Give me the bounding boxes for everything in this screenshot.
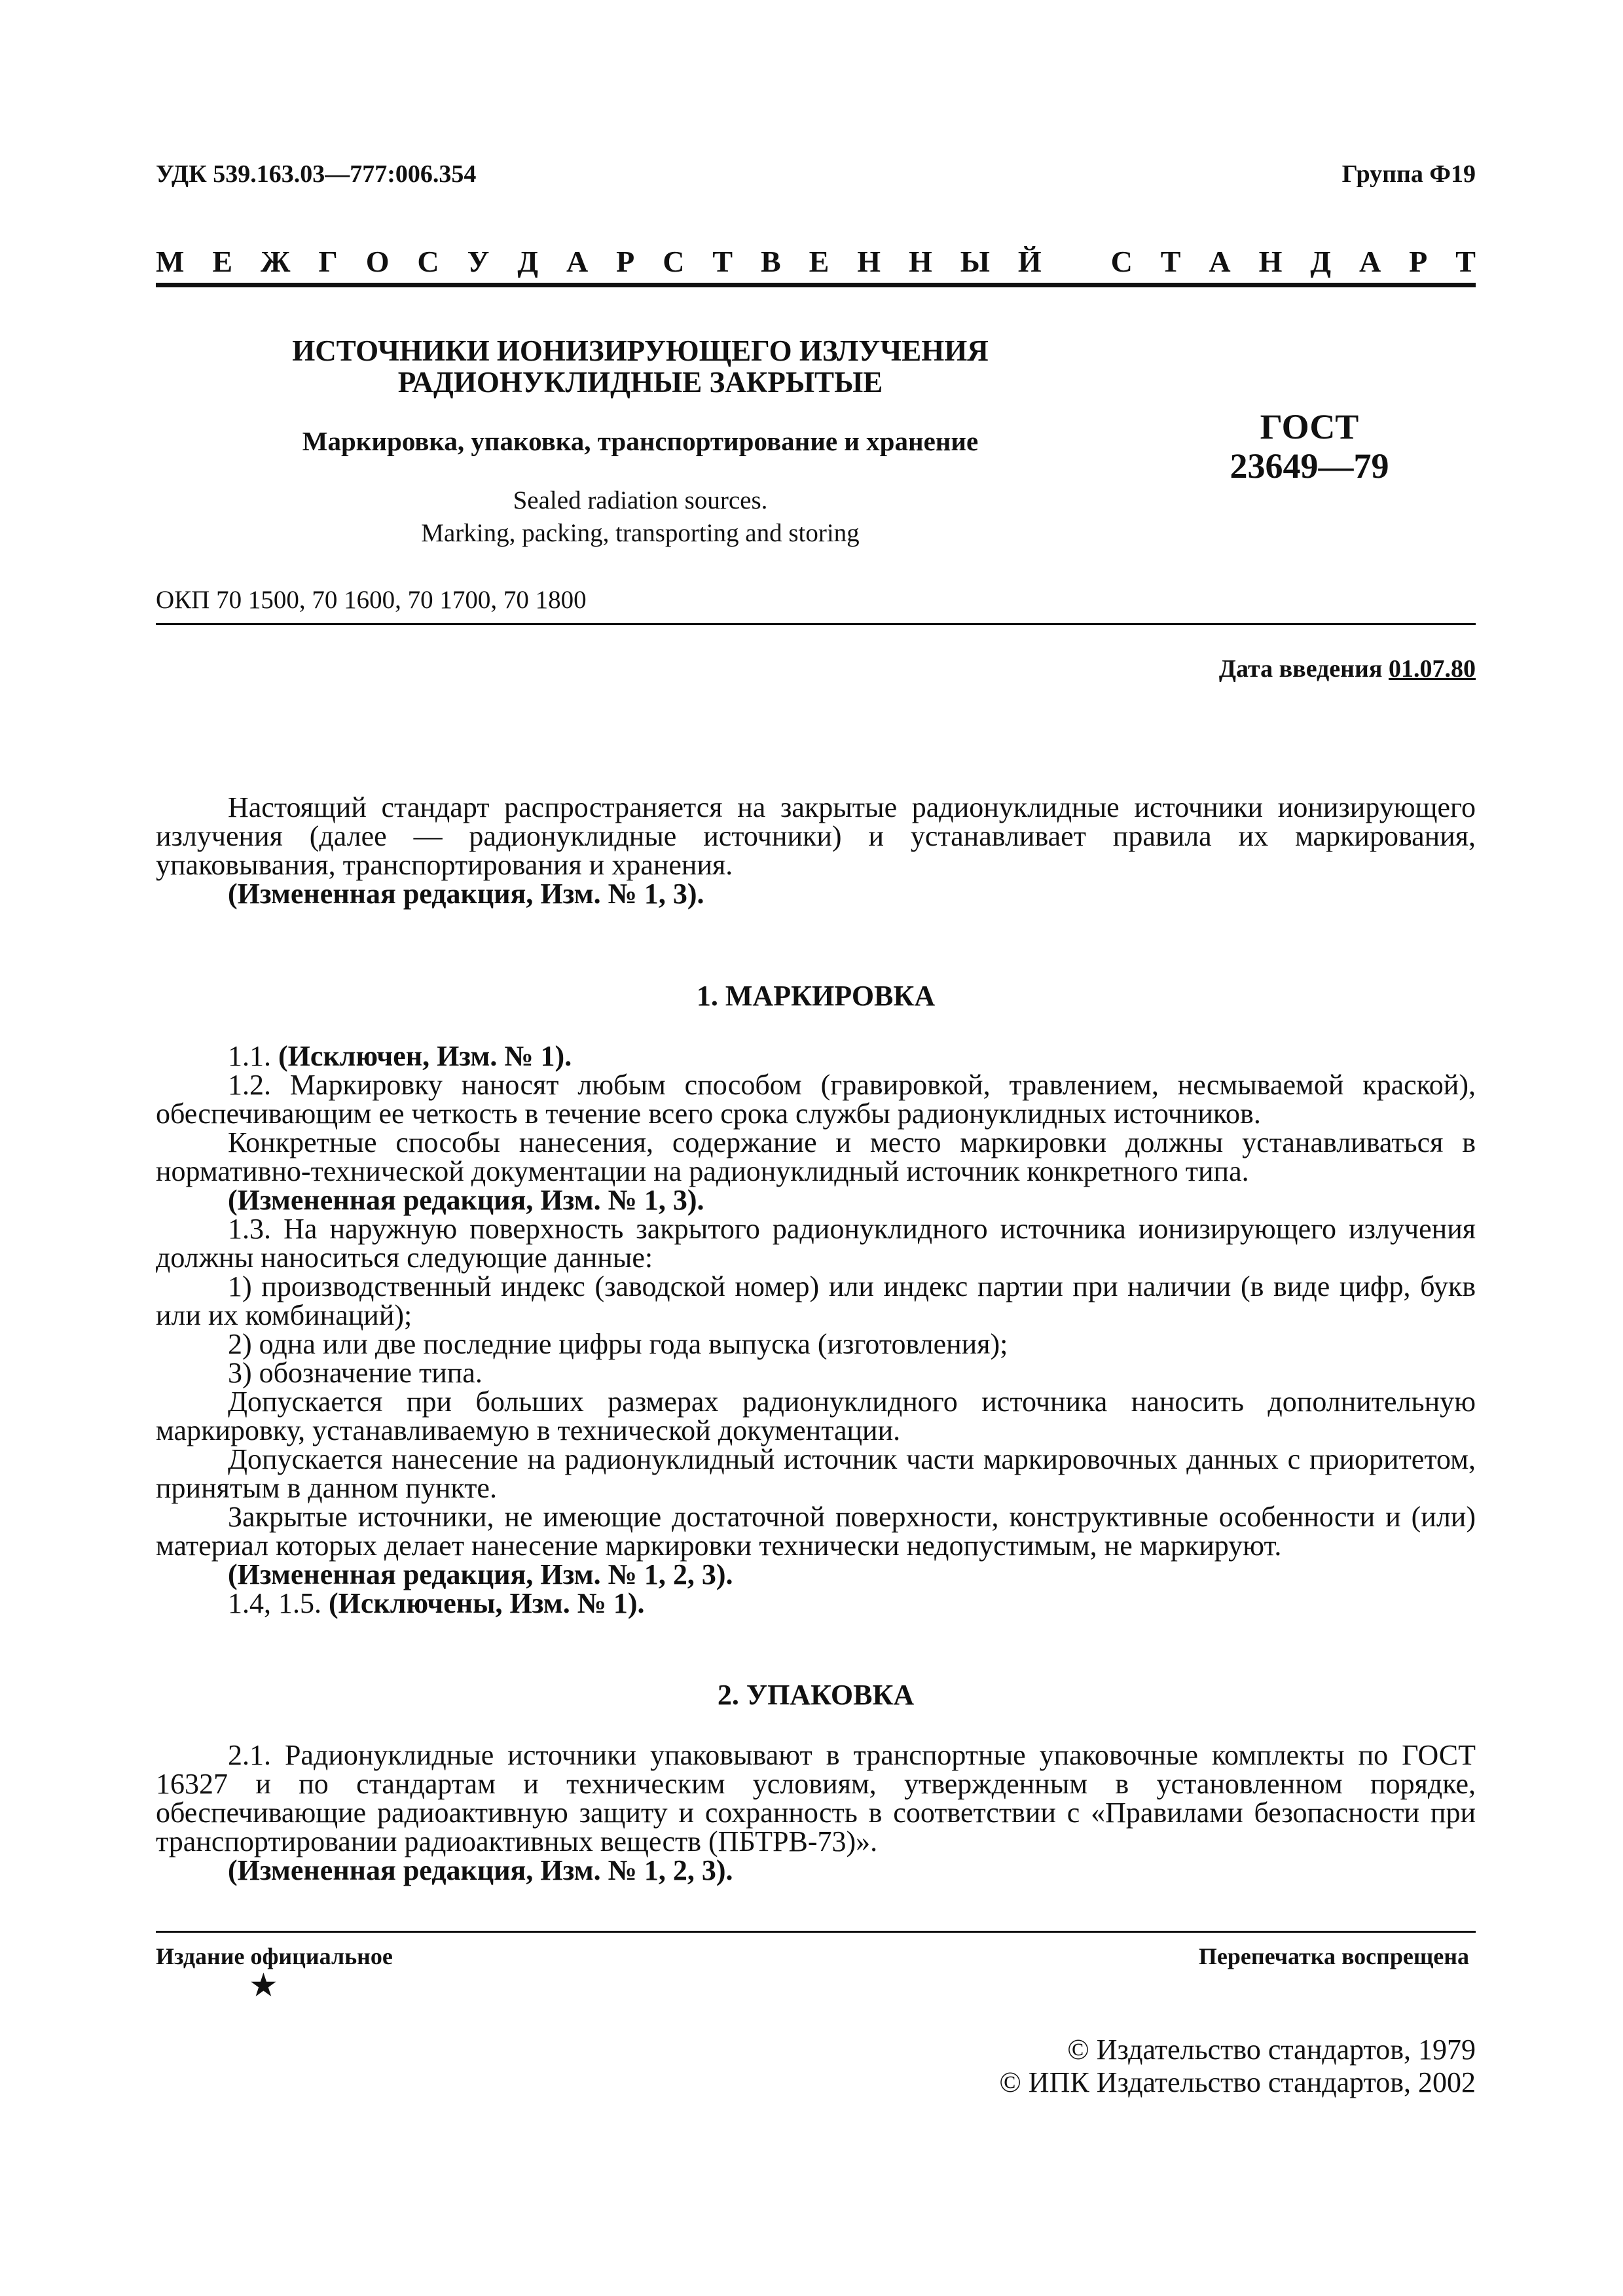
clause-1-1 (156, 1042, 1476, 1071)
section-1-body (156, 1042, 1476, 1618)
gost-number: 23649—79 (1230, 446, 1389, 486)
list-item: 2) одна или две последние цифры года выпуска (изготовления); (228, 1328, 1008, 1360)
banner-letter: Ы (960, 244, 990, 278)
effective-date (1219, 655, 1476, 683)
banner-letter: С (663, 244, 685, 278)
banner-letter: Е (212, 244, 233, 278)
clause-2-1: 2.1. Радионуклидные источники упаковывают в транспортные упаковочные комплекты по ГОСТ 16327 и по стандартам и техническим условиям, утвержденным в установленном порядке, обеспечивающие радиоактивную защиту и сохранность в соответствии с «Правилами безопасности при транспортировании радиоактивных веществ (ПБТРВ-73)». (156, 1739, 1476, 1857)
banner-letter: Н (909, 244, 932, 278)
clause-1-3-partial: Допускается нанесение на радионуклидный источник части маркировочных данных с приоритетом, принятым в данном пункте. (156, 1443, 1476, 1504)
clause-1-3: 1.3. На наружную поверхность закрытого радионуклидного источника ионизирующего излучения должны наноситься следующие данные: (156, 1213, 1476, 1274)
english-title-line-1: Sealed radiation sources. (513, 486, 768, 514)
title-line-2: РАДИОНУКЛИДНЫЕ ЗАКРЫТЫЕ (397, 366, 883, 399)
copyright-1979: © Издательство стандартов, 1979 (1067, 2034, 1476, 2066)
banner-letter: Т (1455, 244, 1476, 278)
clause-1-4-1-5 (156, 1589, 1476, 1618)
banner-letter: А (566, 244, 589, 278)
gost-label: ГОСТ (1260, 407, 1359, 446)
banner-letter: А (1209, 244, 1231, 278)
banner-letter: С (417, 244, 439, 278)
banner-letter: В (761, 244, 781, 278)
banner-letter: Р (1409, 244, 1428, 278)
effective-date-value: 01.07.80 (1389, 655, 1476, 683)
banner-letter: С (1110, 244, 1133, 278)
clause-2-1-amendment: (Измененная редакция, Изм. № 1, 2, 3). (228, 1854, 733, 1886)
clause-1-2-methods: Конкретные способы нанесения, содержание и место маркировки должны устанавливаться в нормативно-технической документации на радионуклидный источник конкретного типа. (156, 1126, 1476, 1187)
list-item: 3) обозначение типа. (228, 1357, 483, 1389)
section-2-heading: 2. УПАКОВКА (717, 1679, 915, 1711)
clause-status: (Исключен, Изм. № 1). (278, 1040, 572, 1072)
banner-letter: Г (318, 244, 338, 278)
clause-number: 1.1. (228, 1040, 271, 1072)
group-code: Группа Ф19 (1341, 160, 1476, 188)
banner-interstate-standard (156, 238, 1476, 284)
banner-letter: Т (1160, 244, 1181, 278)
okp-codes: ОКП 70 1500, 70 1600, 70 1700, 70 1800 (156, 586, 587, 614)
banner-letter: Р (616, 244, 635, 278)
banner-letter: М (156, 244, 185, 278)
banner-letter: Й (1017, 244, 1042, 278)
list-item: 1) производственный индекс (заводской номер) или индекс партии при наличии (в виде цифр, букв или их комбинаций); (156, 1270, 1476, 1331)
udk-code: УДК 539.163.03—777:006.354 (156, 160, 477, 188)
effective-date-label: Дата введения (1218, 655, 1383, 683)
intro-amendment: (Измененная редакция, Изм. № 1, 3). (228, 878, 704, 910)
clause-number: 1.4, 1.5. (228, 1587, 321, 1619)
clause-1-3-exempt: Закрытые источники, не имеющие достаточной поверхности, конструктивные особенности и (или) материал которых делает нанесение маркировки технически недопустимым, не маркируют. (156, 1501, 1476, 1562)
banner-letter: Т (712, 244, 733, 278)
banner-rule (156, 283, 1476, 287)
title-line-1: ИСТОЧНИКИ ИОНИЗИРУЮЩЕГО ИЗЛУЧЕНИЯ (292, 334, 989, 367)
star-icon: ★ (249, 1967, 278, 2003)
reprint-prohibited: Перепечатка воспрещена (1198, 1943, 1469, 1969)
document-title (156, 335, 1125, 398)
copyright-2002: © ИПК Издательство стандартов, 2002 (999, 2066, 1476, 2098)
gost-designation (1139, 407, 1480, 486)
banner-letter: Е (809, 244, 830, 278)
document-subtitle: Маркировка, упаковка, транспортирование и хранение (302, 426, 979, 456)
section-1-heading: 1. МАРКИРОВКА (696, 980, 936, 1012)
clause-status: (Исключены, Изм. № 1). (329, 1587, 645, 1619)
banner-letter: Д (1310, 244, 1331, 278)
banner-letter: А (1359, 244, 1381, 278)
okp-rule (156, 623, 1476, 625)
intro-section (156, 793, 1476, 908)
english-title (156, 484, 1125, 550)
official-edition: Издание официальное (156, 1943, 393, 1969)
clause-1-2: 1.2. Маркировку наносят любым способом (гравировкой, травлением, несмываемой краской), обеспечивающим ее четкость в течение всего срока службы радионуклидных источников. (156, 1069, 1476, 1130)
intro-paragraph: Настоящий стандарт распространяется на закрытые радионуклидные источники ионизирующего излучения (далее — радионуклидные источники) и устанавливает правила их маркирования, упаковывания, транспортирования и хранения. (156, 791, 1476, 881)
english-title-line-2: Marking, packing, transporting and storing (421, 519, 860, 547)
banner-letter: Д (517, 244, 538, 278)
banner-letter: У (467, 244, 490, 278)
clause-1-3-extra: Допускается при больших размерах радионуклидного источника наносить дополнительную маркировку, устанавливаемую в технической документации. (156, 1386, 1476, 1446)
banner-letter: Н (1258, 244, 1283, 278)
clause-1-3-amendment: (Измененная редакция, Изм. № 1, 2, 3). (228, 1558, 733, 1590)
banner-letter: Ж (261, 244, 291, 278)
banner-letter: Н (857, 244, 881, 278)
clause-1-2-amendment: (Измененная редакция, Изм. № 1, 3). (228, 1184, 704, 1216)
footer-rule (156, 1931, 1476, 1933)
section-2-body (156, 1741, 1476, 1885)
banner-letter: О (365, 244, 390, 278)
